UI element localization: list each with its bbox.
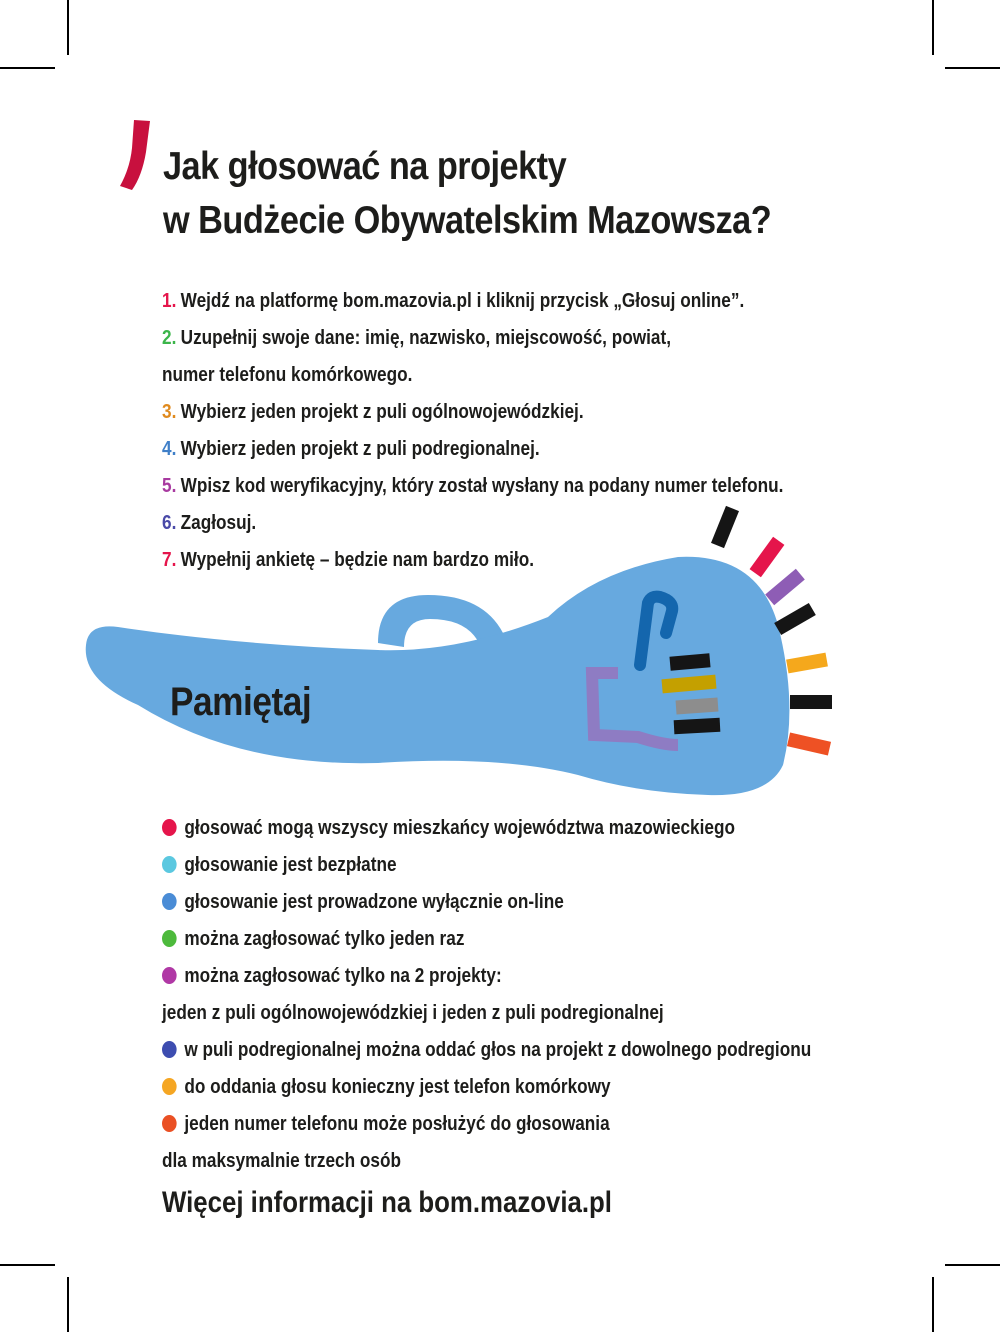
step-text: Wybierz jeden projekt z puli podregionalnej. bbox=[180, 438, 540, 460]
step-item bbox=[162, 397, 783, 434]
rule-item bbox=[162, 813, 811, 850]
rule-item bbox=[162, 850, 811, 887]
rule-text: jeden z puli ogólnowojewódzkiej i jeden z puli podregionalnej bbox=[162, 1002, 664, 1024]
step-number: 2. bbox=[162, 327, 177, 349]
crop-mark-top-left-v bbox=[67, 0, 69, 55]
more-info-text: Więcej informacji na bom.mazovia.pl bbox=[162, 1186, 612, 1219]
title-line-2: w Budżecie Obywatelskim Mazowsza? bbox=[163, 199, 772, 242]
step-text: Wypełnij ankietę – będzie nam bardzo miło. bbox=[180, 549, 534, 571]
rule-text: dla maksymalnie trzech osób bbox=[162, 1150, 401, 1172]
bullet-dot-icon bbox=[162, 930, 177, 947]
bullet-dot-icon bbox=[162, 1115, 177, 1132]
rule-item bbox=[162, 961, 811, 998]
step-number: 4. bbox=[162, 438, 177, 460]
step-number: 7. bbox=[162, 549, 177, 571]
rule-text: głosować mogą wszyscy mieszkańcy województwa mazowieckiego bbox=[184, 817, 735, 839]
bullet-dot-icon bbox=[162, 1078, 177, 1095]
bullet-dot-icon bbox=[162, 1041, 177, 1058]
rule-item-continuation bbox=[162, 998, 811, 1035]
page-title bbox=[163, 140, 771, 248]
step-text: Uzupełnij swoje dane: imię, nazwisko, miejscowość, powiat, bbox=[180, 327, 671, 349]
title-line-1: Jak głosować na projekty bbox=[163, 145, 567, 188]
step-number: 6. bbox=[162, 512, 177, 534]
rule-text: do oddania głosu konieczny jest telefon komórkowy bbox=[184, 1076, 611, 1098]
remember-heading: Pamiętaj bbox=[170, 680, 312, 724]
step-number: 1. bbox=[162, 290, 177, 312]
crop-mark-bottom-left-h bbox=[0, 1264, 55, 1266]
step-number: 5. bbox=[162, 475, 177, 497]
rule-text: jeden numer telefonu może posłużyć do głosowania bbox=[184, 1113, 610, 1135]
step-number: 3. bbox=[162, 401, 177, 423]
rule-item bbox=[162, 1072, 811, 1109]
step-text: Wybierz jeden projekt z puli ogólnowojewódzkiej. bbox=[180, 401, 584, 423]
step-text: Wpisz kod weryfikacyjny, który został wysłany na podany numer telefonu. bbox=[180, 475, 784, 497]
step-text: Zagłosuj. bbox=[180, 512, 257, 534]
megaphone-thumbs-up-icon bbox=[78, 505, 858, 805]
step-item bbox=[162, 434, 783, 471]
crop-mark-top-right-v bbox=[932, 0, 934, 55]
step-text: numer telefonu komórkowego. bbox=[162, 364, 413, 386]
step-item bbox=[162, 471, 783, 508]
bullet-dot-icon bbox=[162, 819, 177, 836]
rule-item bbox=[162, 1035, 811, 1072]
rule-item bbox=[162, 1109, 811, 1146]
crop-mark-top-left-h bbox=[0, 67, 55, 69]
crop-mark-bottom-right-v bbox=[932, 1277, 934, 1332]
step-text: Wejdź na platformę bom.mazovia.pl i kliknij przycisk „Głosuj online”. bbox=[180, 290, 745, 312]
bullet-dot-icon bbox=[162, 856, 177, 873]
rules-list bbox=[162, 813, 917, 1183]
bullet-dot-icon bbox=[162, 967, 177, 984]
rule-item-continuation bbox=[162, 1146, 811, 1183]
rule-item bbox=[162, 887, 811, 924]
quote-accent-icon bbox=[118, 118, 152, 192]
rule-text: w puli podregionalnej można oddać głos na projekt z dowolnego podregionu bbox=[184, 1039, 812, 1061]
step-item bbox=[162, 323, 783, 360]
bullet-dot-icon bbox=[162, 893, 177, 910]
crop-mark-bottom-right-h bbox=[945, 1264, 1000, 1266]
step-item-continuation bbox=[162, 360, 783, 397]
rule-text: można zagłosować tylko jeden raz bbox=[184, 928, 465, 950]
rule-item bbox=[162, 924, 811, 961]
step-item bbox=[162, 286, 783, 323]
crop-mark-bottom-left-v bbox=[67, 1277, 69, 1332]
rule-text: głosowanie jest prowadzone wyłącznie on-line bbox=[184, 891, 564, 913]
rule-text: głosowanie jest bezpłatne bbox=[184, 854, 397, 876]
rule-text: można zagłosować tylko na 2 projekty: bbox=[184, 965, 502, 987]
crop-mark-top-right-h bbox=[945, 67, 1000, 69]
